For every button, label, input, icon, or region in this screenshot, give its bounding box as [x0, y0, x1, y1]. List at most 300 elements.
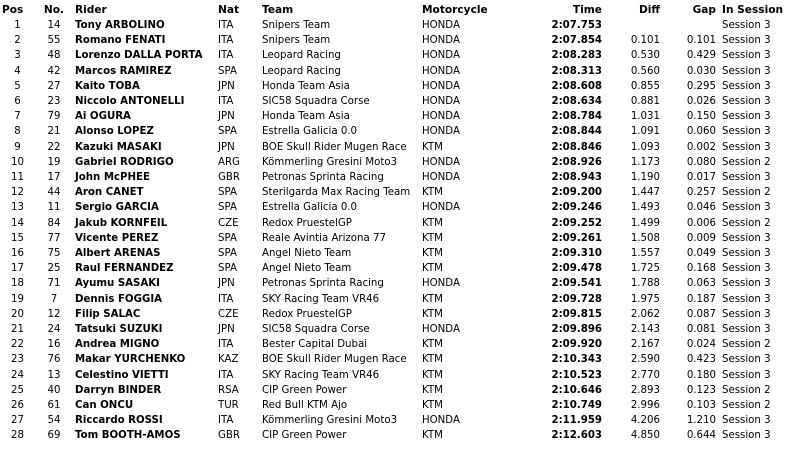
cell-no: 19	[47, 156, 61, 168]
table-row	[0, 322, 785, 337]
table-row	[0, 413, 785, 428]
cell-motorcycle: KTM	[422, 400, 443, 412]
cell-pos: 3	[14, 50, 21, 62]
cell-nat: SPA	[218, 187, 237, 199]
cell-gap: 0.150	[686, 111, 716, 123]
cell-rider: John McPHEE	[75, 172, 150, 184]
cell-session: Session 2	[722, 339, 771, 351]
cell-motorcycle: KTM	[422, 354, 443, 366]
col-gap: Gap	[692, 4, 716, 16]
cell-motorcycle: HONDA	[422, 65, 460, 77]
table-row	[0, 64, 785, 79]
cell-session: Session 3	[722, 141, 771, 153]
cell-rider: Makar YURCHENKO	[75, 354, 186, 366]
cell-time: 2:09.478	[551, 263, 602, 275]
cell-nat: ITA	[218, 50, 234, 62]
cell-nat: CZE	[218, 308, 239, 320]
cell-diff: 2.893	[630, 384, 660, 396]
cell-gap: 0.429	[686, 50, 716, 62]
cell-motorcycle: KTM	[422, 339, 443, 351]
cell-team: Estrella Galicia 0.0	[262, 202, 358, 214]
cell-time: 2:10.523	[551, 369, 602, 381]
col-session: In Session	[722, 4, 784, 16]
table-row	[0, 140, 785, 155]
cell-gap: 0.087	[686, 308, 716, 320]
cell-team: Honda Team Asia	[262, 80, 350, 92]
cell-diff: 1.975	[630, 293, 660, 305]
cell-rider: Niccolo ANTONELLI	[75, 96, 185, 108]
cell-pos: 7	[14, 111, 21, 123]
cell-diff: 1.031	[630, 111, 660, 123]
cell-no: 55	[47, 35, 61, 47]
cell-pos: 13	[11, 202, 24, 214]
cell-rider: Andrea MIGNO	[75, 339, 160, 351]
table-row	[0, 292, 785, 307]
cell-team: SIC58 Squadra Corse	[262, 96, 370, 108]
cell-gap: 0.030	[686, 65, 716, 77]
cell-nat: SPA	[218, 202, 237, 214]
cell-rider: Tony ARBOLINO	[75, 20, 165, 31]
cell-time: 2:09.896	[551, 324, 602, 336]
cell-team: SKY Racing Team VR46	[262, 369, 380, 381]
cell-time: 2:08.283	[551, 50, 602, 62]
cell-session: Session 2	[722, 217, 771, 229]
cell-rider: Can ONCU	[75, 400, 134, 412]
col-motorcycle: Motorcycle	[422, 4, 488, 16]
cell-team: CIP Green Power	[262, 430, 347, 442]
cell-pos: 12	[11, 187, 24, 199]
cell-nat: ITA	[218, 339, 234, 351]
cell-time: 2:10.343	[551, 354, 602, 366]
cell-motorcycle: HONDA	[422, 172, 460, 184]
cell-team: BOE Skull Rider Mugen Race	[262, 354, 407, 366]
cell-gap: 0.187	[686, 293, 716, 305]
cell-nat: JPN	[218, 278, 235, 290]
cell-pos: 18	[11, 278, 24, 290]
table-row	[0, 398, 785, 413]
cell-rider: Kaito TOBA	[75, 80, 140, 92]
cell-rider: Darryn BINDER	[75, 384, 162, 396]
cell-motorcycle: HONDA	[422, 35, 460, 47]
cell-no: 27	[47, 80, 61, 92]
cell-pos: 27	[11, 415, 24, 427]
cell-pos: 6	[14, 96, 21, 108]
cell-diff: 2.062	[630, 308, 660, 320]
cell-diff: 1.093	[630, 141, 660, 153]
results-table	[0, 2, 785, 444]
cell-no: 75	[47, 248, 61, 260]
cell-motorcycle: KTM	[422, 187, 443, 199]
cell-diff: 1.788	[630, 278, 660, 290]
cell-diff: 1.499	[630, 217, 660, 229]
cell-session: Session 2	[722, 156, 771, 168]
cell-time: 2:11.959	[551, 415, 602, 427]
cell-nat: TUR	[218, 400, 239, 412]
cell-nat: KAZ	[218, 354, 239, 366]
cell-pos: 26	[11, 400, 24, 412]
table-row	[0, 276, 785, 291]
cell-session: Session 3	[722, 50, 771, 62]
cell-motorcycle: KTM	[422, 308, 443, 320]
cell-time: 2:08.844	[551, 126, 602, 138]
cell-session: Session 3	[722, 415, 771, 427]
cell-diff: 0.881	[630, 96, 660, 108]
cell-motorcycle: KTM	[422, 369, 443, 381]
cell-gap	[660, 18, 716, 33]
cell-diff: 1.190	[630, 172, 660, 184]
cell-rider: Alonso LOPEZ	[75, 126, 154, 138]
cell-gap: 0.180	[686, 369, 716, 381]
table-row	[0, 337, 785, 352]
cell-team: Leopard Racing	[262, 50, 341, 62]
cell-session: Session 3	[722, 248, 771, 260]
cell-session: Session 3	[722, 111, 771, 123]
cell-nat: JPN	[218, 80, 235, 92]
cell-time: 2:09.261	[551, 232, 602, 244]
cell-time: 2:12.603	[551, 430, 602, 442]
cell-time: 2:09.246	[551, 202, 602, 214]
cell-diff: 1.508	[630, 232, 660, 244]
cell-session: Session 3	[722, 96, 771, 108]
table-row	[0, 307, 785, 322]
table-row	[0, 261, 785, 276]
cell-motorcycle: HONDA	[422, 324, 460, 336]
cell-session: Session 3	[722, 202, 771, 214]
cell-gap: 0.080	[686, 156, 716, 168]
col-team: Team	[262, 4, 294, 16]
cell-rider: Tom BOOTH-AMOS	[75, 430, 181, 442]
cell-gap: 0.002	[686, 141, 716, 153]
cell-pos: 17	[11, 263, 24, 275]
cell-diff: 1.493	[630, 202, 660, 214]
cell-session: Session 3	[722, 430, 771, 442]
cell-pos: 20	[11, 308, 24, 320]
col-diff: Diff	[638, 4, 660, 16]
cell-pos: 5	[14, 80, 21, 92]
cell-rider: Kazuki MASAKI	[75, 141, 162, 153]
cell-team: BOE Skull Rider Mugen Race	[262, 141, 407, 153]
cell-rider: Riccardo ROSSI	[75, 415, 163, 427]
col-no: No.	[43, 4, 65, 16]
cell-gap: 0.123	[686, 384, 716, 396]
cell-team: Honda Team Asia	[262, 111, 350, 123]
cell-nat: ITA	[218, 20, 234, 31]
cell-time: 2:09.815	[551, 308, 602, 320]
cell-team: Kömmerling Gresini Moto3	[262, 156, 398, 168]
col-pos: Pos	[2, 4, 24, 16]
cell-session: Session 3	[722, 126, 771, 138]
cell-motorcycle: HONDA	[422, 111, 460, 123]
cell-session: Session 3	[722, 369, 771, 381]
cell-gap: 0.081	[686, 324, 716, 336]
cell-gap: 0.063	[686, 278, 716, 290]
cell-team: Petronas Sprinta Racing	[262, 278, 384, 290]
cell-pos: 9	[14, 141, 21, 153]
cell-pos: 16	[11, 248, 24, 260]
cell-time: 2:10.749	[551, 400, 602, 412]
cell-time: 2:09.728	[551, 293, 602, 305]
cell-gap: 0.644	[686, 430, 716, 442]
cell-session: Session 3	[722, 278, 771, 290]
cell-pos: 19	[11, 293, 24, 305]
cell-motorcycle: HONDA	[422, 415, 460, 427]
cell-time: 2:09.920	[551, 339, 602, 351]
cell-time: 2:08.313	[551, 65, 602, 77]
cell-rider: Jakub KORNFEIL	[75, 217, 168, 229]
cell-diff: 1.173	[630, 156, 660, 168]
cell-team: Snipers Team	[262, 20, 331, 31]
cell-rider: Vicente PEREZ	[75, 232, 159, 244]
cell-gap: 0.046	[686, 202, 716, 214]
cell-diff: 0.560	[630, 65, 660, 77]
cell-no: 24	[47, 324, 61, 336]
cell-pos: 28	[11, 430, 24, 442]
cell-diff: 1.725	[630, 263, 660, 275]
cell-motorcycle: HONDA	[422, 156, 460, 168]
cell-no: 84	[47, 217, 61, 229]
cell-pos: 23	[11, 354, 24, 366]
cell-team: Estrella Galicia 0.0	[262, 126, 358, 138]
cell-session: Session 3	[722, 20, 771, 31]
cell-nat: GBR	[218, 172, 240, 184]
cell-motorcycle: HONDA	[422, 20, 460, 31]
cell-rider: Tatsuki SUZUKI	[75, 324, 163, 336]
cell-session: Session 3	[722, 293, 771, 305]
cell-gap: 0.168	[686, 263, 716, 275]
cell-session: Session 3	[722, 263, 771, 275]
cell-time: 2:07.753	[551, 20, 602, 31]
cell-pos: 22	[11, 339, 24, 351]
cell-no: 61	[47, 400, 61, 412]
table-row	[0, 383, 785, 398]
cell-time: 2:08.926	[551, 156, 602, 168]
cell-no: 40	[47, 384, 61, 396]
cell-session: Session 3	[722, 80, 771, 92]
cell-diff	[602, 18, 660, 33]
cell-time: 2:08.784	[551, 111, 602, 123]
cell-motorcycle: KTM	[422, 430, 443, 442]
cell-nat: SPA	[218, 248, 237, 260]
cell-motorcycle: KTM	[422, 263, 443, 275]
cell-rider: Gabriel RODRIGO	[75, 156, 174, 168]
cell-session: Session 2	[722, 187, 771, 199]
cell-time: 2:09.541	[551, 278, 602, 290]
cell-nat: SPA	[218, 232, 237, 244]
cell-rider: Ayumu SASAKI	[75, 278, 160, 290]
cell-pos: 2	[14, 35, 21, 47]
cell-no: 54	[47, 415, 61, 427]
table-row	[0, 216, 785, 231]
cell-team: Snipers Team	[262, 35, 331, 47]
table-row	[0, 231, 785, 246]
cell-diff: 4.850	[630, 430, 660, 442]
table-row	[0, 368, 785, 383]
cell-no: 13	[47, 369, 61, 381]
cell-motorcycle: HONDA	[422, 80, 460, 92]
cell-team: Petronas Sprinta Racing	[262, 172, 384, 184]
cell-no: 17	[47, 172, 61, 184]
cell-diff: 2.996	[630, 400, 660, 412]
cell-gap: 0.049	[686, 248, 716, 260]
cell-gap: 1.210	[686, 415, 716, 427]
cell-gap: 0.103	[686, 400, 716, 412]
cell-team: SKY Racing Team VR46	[262, 293, 380, 305]
cell-nat: GBR	[218, 430, 240, 442]
cell-motorcycle: KTM	[422, 293, 443, 305]
cell-nat: ITA	[218, 35, 234, 47]
cell-team: Angel Nieto Team	[262, 248, 352, 260]
cell-rider: Marcos RAMIREZ	[75, 65, 172, 77]
cell-gap: 0.423	[686, 354, 716, 366]
cell-rider: Filip SALAC	[75, 308, 141, 320]
cell-pos: 1	[14, 20, 21, 31]
cell-diff: 2.167	[630, 339, 660, 351]
cell-gap: 0.026	[686, 96, 716, 108]
cell-nat: SPA	[218, 126, 237, 138]
cell-session: Session 3	[722, 308, 771, 320]
cell-team: Reale Avintia Arizona 77	[262, 232, 386, 244]
cell-pos: 15	[11, 232, 24, 244]
cell-gap: 0.006	[686, 217, 716, 229]
cell-diff: 1.557	[630, 248, 660, 260]
cell-team: CIP Green Power	[262, 384, 347, 396]
cell-no: 21	[47, 126, 61, 138]
cell-rider: Dennis FOGGIA	[75, 293, 162, 305]
cell-diff: 0.101	[630, 35, 660, 47]
cell-motorcycle: HONDA	[422, 202, 460, 214]
cell-team: Leopard Racing	[262, 65, 341, 77]
cell-no: 23	[47, 96, 61, 108]
cell-no: 69	[47, 430, 61, 442]
cell-team: Red Bull KTM Ajo	[262, 400, 348, 412]
cell-gap: 0.295	[686, 80, 716, 92]
table-row	[0, 155, 785, 170]
cell-nat: JPN	[218, 324, 235, 336]
cell-pos: 4	[14, 65, 21, 77]
table-row	[0, 33, 785, 48]
cell-nat: ITA	[218, 96, 234, 108]
cell-pos: 25	[11, 384, 24, 396]
cell-no: 12	[47, 308, 61, 320]
cell-no: 7	[50, 293, 58, 305]
cell-time: 2:09.200	[551, 187, 602, 199]
cell-rider: Ai OGURA	[75, 111, 131, 123]
table-row	[0, 352, 785, 367]
cell-team: SIC58 Squadra Corse	[262, 324, 370, 336]
table-row	[0, 428, 785, 443]
cell-no: 76	[47, 354, 61, 366]
cell-nat: ITA	[218, 369, 234, 381]
cell-diff: 2.143	[630, 324, 660, 336]
cell-time: 2:08.846	[551, 141, 602, 153]
table-row	[0, 185, 785, 200]
cell-nat: SPA	[218, 65, 237, 77]
cell-motorcycle: KTM	[422, 384, 443, 396]
cell-no: 14	[47, 20, 61, 31]
table-row	[0, 18, 785, 33]
cell-pos: 24	[11, 369, 24, 381]
cell-time: 2:10.646	[551, 384, 602, 396]
table-row	[0, 200, 785, 215]
cell-diff: 1.091	[630, 126, 660, 138]
cell-gap: 0.101	[686, 35, 716, 47]
cell-motorcycle: HONDA	[422, 50, 460, 62]
cell-motorcycle: KTM	[422, 232, 443, 244]
cell-rider: Celestino VIETTI	[75, 369, 169, 381]
cell-no: 48	[47, 50, 61, 62]
cell-session: Session 2	[722, 400, 771, 412]
cell-diff: 2.770	[630, 369, 660, 381]
cell-team: Redox PruestelGP	[262, 217, 352, 229]
cell-gap: 0.017	[686, 172, 716, 184]
cell-nat: SPA	[218, 263, 237, 275]
cell-time: 2:08.634	[551, 96, 602, 108]
cell-no: 11	[47, 202, 61, 214]
cell-no: 79	[47, 111, 61, 123]
cell-no: 42	[47, 65, 61, 77]
cell-motorcycle: KTM	[422, 248, 443, 260]
cell-nat: JPN	[218, 111, 235, 123]
cell-no: 25	[47, 263, 61, 275]
header-row	[0, 2, 785, 18]
cell-diff: 2.590	[630, 354, 660, 366]
cell-motorcycle: HONDA	[422, 96, 460, 108]
cell-pos: 14	[11, 217, 24, 229]
table-row	[0, 124, 785, 139]
cell-motorcycle: KTM	[422, 141, 443, 153]
cell-no: 22	[47, 141, 61, 153]
cell-gap: 0.257	[686, 187, 716, 199]
cell-nat: JPN	[218, 141, 235, 153]
table-row	[0, 170, 785, 185]
cell-team: Kömmerling Gresini Moto3	[262, 415, 398, 427]
cell-motorcycle: HONDA	[422, 278, 460, 290]
cell-diff: 4.206	[630, 415, 660, 427]
cell-team: Angel Nieto Team	[262, 263, 352, 275]
cell-team: Sterilgarda Max Racing Team	[262, 187, 411, 199]
cell-rider: Albert ARENAS	[75, 248, 161, 260]
cell-nat: ITA	[218, 415, 234, 427]
cell-time: 2:08.608	[551, 80, 602, 92]
cell-session: Session 3	[722, 35, 771, 47]
col-time: Time	[572, 4, 602, 16]
cell-diff: 0.530	[630, 50, 660, 62]
cell-motorcycle: HONDA	[422, 126, 460, 138]
cell-team: Bester Capital Dubai	[262, 339, 368, 351]
cell-gap: 0.009	[686, 232, 716, 244]
cell-pos: 10	[11, 156, 24, 168]
cell-rider: Romano FENATI	[75, 35, 166, 47]
cell-time: 2:08.943	[551, 172, 602, 184]
table-row	[0, 109, 785, 124]
table-row	[0, 79, 785, 94]
cell-diff: 1.447	[630, 187, 660, 199]
cell-pos: 8	[14, 126, 21, 138]
cell-nat: ITA	[218, 293, 234, 305]
cell-session: Session 3	[722, 232, 771, 244]
cell-nat: RSA	[218, 384, 239, 396]
table-row	[0, 246, 785, 261]
cell-session: Session 3	[722, 65, 771, 77]
cell-rider: Sergio GARCIA	[75, 202, 159, 214]
cell-no: 16	[47, 339, 61, 351]
cell-gap: 0.060	[686, 126, 716, 138]
cell-time: 2:07.854	[551, 35, 602, 47]
cell-session: Session 3	[722, 172, 771, 184]
cell-gap: 0.024	[686, 339, 716, 351]
cell-session: Session 3	[722, 324, 771, 336]
cell-pos: 21	[11, 324, 24, 336]
